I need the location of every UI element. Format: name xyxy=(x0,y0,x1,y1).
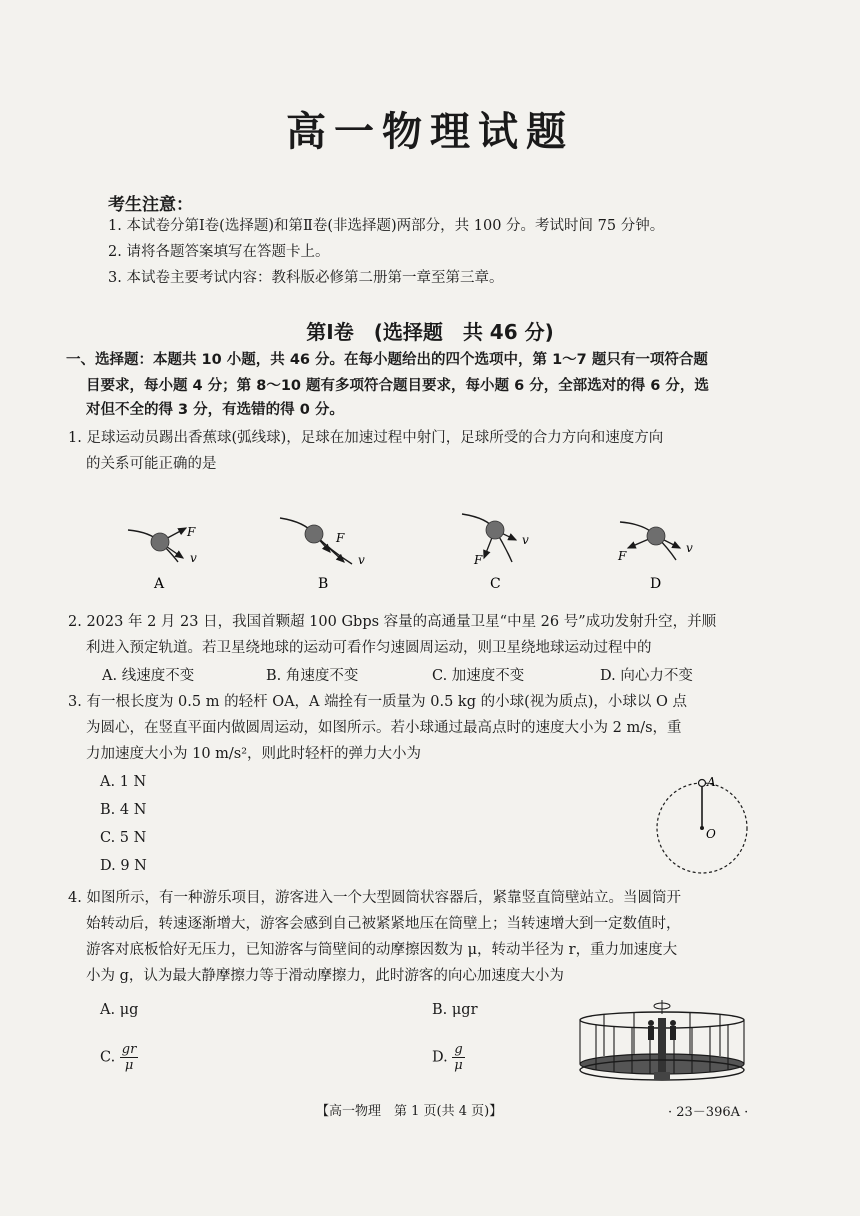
point-o-label: O xyxy=(706,827,716,841)
velocity-label: v xyxy=(358,553,365,567)
velocity-label: v xyxy=(190,551,197,565)
question-4-option-c xyxy=(100,1042,138,1073)
velocity-label: v xyxy=(522,533,529,547)
question-2-option-d: D. 向心力不变 xyxy=(600,668,693,684)
question-4-text: 始转动后，转速逐渐增大，游客会感到自己被紧紧地压在筒壁上；当转速增大到一定数值时， xyxy=(86,916,681,932)
notice-heading: 考生注意： xyxy=(108,195,193,215)
question-4-text: 小为 g，认为最大静摩擦力等于滑动摩擦力，此时游客的向心加速度大小为 xyxy=(86,968,564,984)
section-instruction: 对但不全的得 3 分，有选错的得 0 分。 xyxy=(86,402,344,418)
question-4-option-a: A. μg xyxy=(100,1002,139,1018)
page-title: 高一物理试题 xyxy=(286,109,574,155)
question-3-text: 力加速度大小为 10 m/s²，则此时轻杆的弹力大小为 xyxy=(86,746,422,762)
question-4-text: 游客对底板恰好无压力，已知游客与筒壁间的动摩擦因数为 μ，转动半径为 r，重力加速度大 xyxy=(86,942,678,958)
notice-item: 2. 请将各题答案填写在答题卡上。 xyxy=(108,244,330,260)
question-3-text: 3. 有一根长度为 0.5 m 的轻杆 OA，A 端拴有一质量为 0.5 kg 的小球(视为质点)，小球以 O 点 xyxy=(68,694,688,710)
question-3-option-a: A. 1 N xyxy=(100,774,147,790)
force-label: F xyxy=(474,553,483,567)
question-3-option-d: D. 9 N xyxy=(100,858,147,874)
point-a-label: A xyxy=(707,775,716,789)
option-a-diagram xyxy=(128,525,197,592)
notice-item: 3. 本试卷主要考试内容：教科版必修第二册第一章至第三章。 xyxy=(108,270,504,286)
question-1-text: 1. 足球运动员踢出香蕉球(弧线球)，足球在加速过程中射门，足球所受的合力方向和速度方向 xyxy=(68,430,664,446)
question-3-option-b: B. 4 N xyxy=(100,802,147,818)
question-4-text: 4. 如图所示，有一种游乐项目，游客进入一个大型圆筒状容器后，紧靠竖直筒壁站立。当圆筒开 xyxy=(68,890,681,906)
option-c-numerator: gr xyxy=(121,1042,137,1057)
document-code: · 23－396A · xyxy=(668,1105,749,1120)
question-2-option-c: C. 加速度不变 xyxy=(432,668,525,684)
question-2-text: 2. 2023 年 2 月 23 日，我国首颗超 100 Gbps 容量的高通量卫星“中星 26 号”成功发射升空，并顺 xyxy=(68,614,717,630)
question-4-option-b: B. μgr xyxy=(432,1002,478,1018)
section-title: 第Ⅰ卷 (选择题 共 46 分) xyxy=(306,320,554,344)
question-4-diagram xyxy=(574,998,750,1084)
option-d-numerator: g xyxy=(454,1042,463,1057)
option-c-prefix: C. xyxy=(100,1049,116,1066)
option-c-denominator: μ xyxy=(124,1058,134,1073)
option-d-label: D xyxy=(650,576,662,592)
section-instruction: 一、选择题：本题共 10 小题，共 46 分。在每小题给出的四个选项中，第 1～7 题只有一项符合题 xyxy=(66,352,708,368)
option-c-fraction xyxy=(120,1042,139,1073)
force-label: F xyxy=(618,549,627,563)
section-instruction: 目要求，每小题 4 分；第 8～10 题有多项符合题目要求，每小题 6 分，全部选对的得 6 分，选 xyxy=(86,378,709,394)
option-d-diagram xyxy=(617,522,693,592)
option-c-diagram xyxy=(462,514,529,592)
question-2-text: 利进入预定轨道。若卫星绕地球的运动可看作匀速圆周运动，则卫星绕地球运动过程中的 xyxy=(86,640,652,656)
option-b-diagram xyxy=(280,518,365,592)
option-a-label: A xyxy=(154,576,165,592)
velocity-label: v xyxy=(686,541,693,555)
force-label: F xyxy=(187,525,196,539)
notice-item: 1. 本试卷分第Ⅰ卷(选择题)和第Ⅱ卷(非选择题)两部分，共 100 分。考试时间 75 分钟。 xyxy=(108,218,665,234)
page-footer: 【高一物理 第 1 页(共 4 页)】 xyxy=(316,1104,503,1119)
option-d-fraction xyxy=(452,1042,464,1073)
option-c-label: C xyxy=(490,576,501,592)
question-2-option-a: A. 线速度不变 xyxy=(102,668,195,684)
question-3-diagram xyxy=(650,774,750,874)
force-label: F xyxy=(336,531,345,545)
option-d-denominator: μ xyxy=(454,1058,463,1073)
question-2-option-b: B. 角速度不变 xyxy=(266,668,359,684)
question-1-diagrams xyxy=(0,500,860,600)
question-4-option-d xyxy=(432,1042,465,1073)
option-d-prefix: D. xyxy=(432,1049,448,1066)
question-3-text: 为圆心，在竖直平面内做圆周运动，如图所示。若小球通过最高点时的速度大小为 2 m/s，重 xyxy=(86,720,682,736)
question-3-option-c: C. 5 N xyxy=(100,830,147,846)
question-1-text: 的关系可能正确的是 xyxy=(86,456,217,472)
option-b-label: B xyxy=(318,576,329,592)
